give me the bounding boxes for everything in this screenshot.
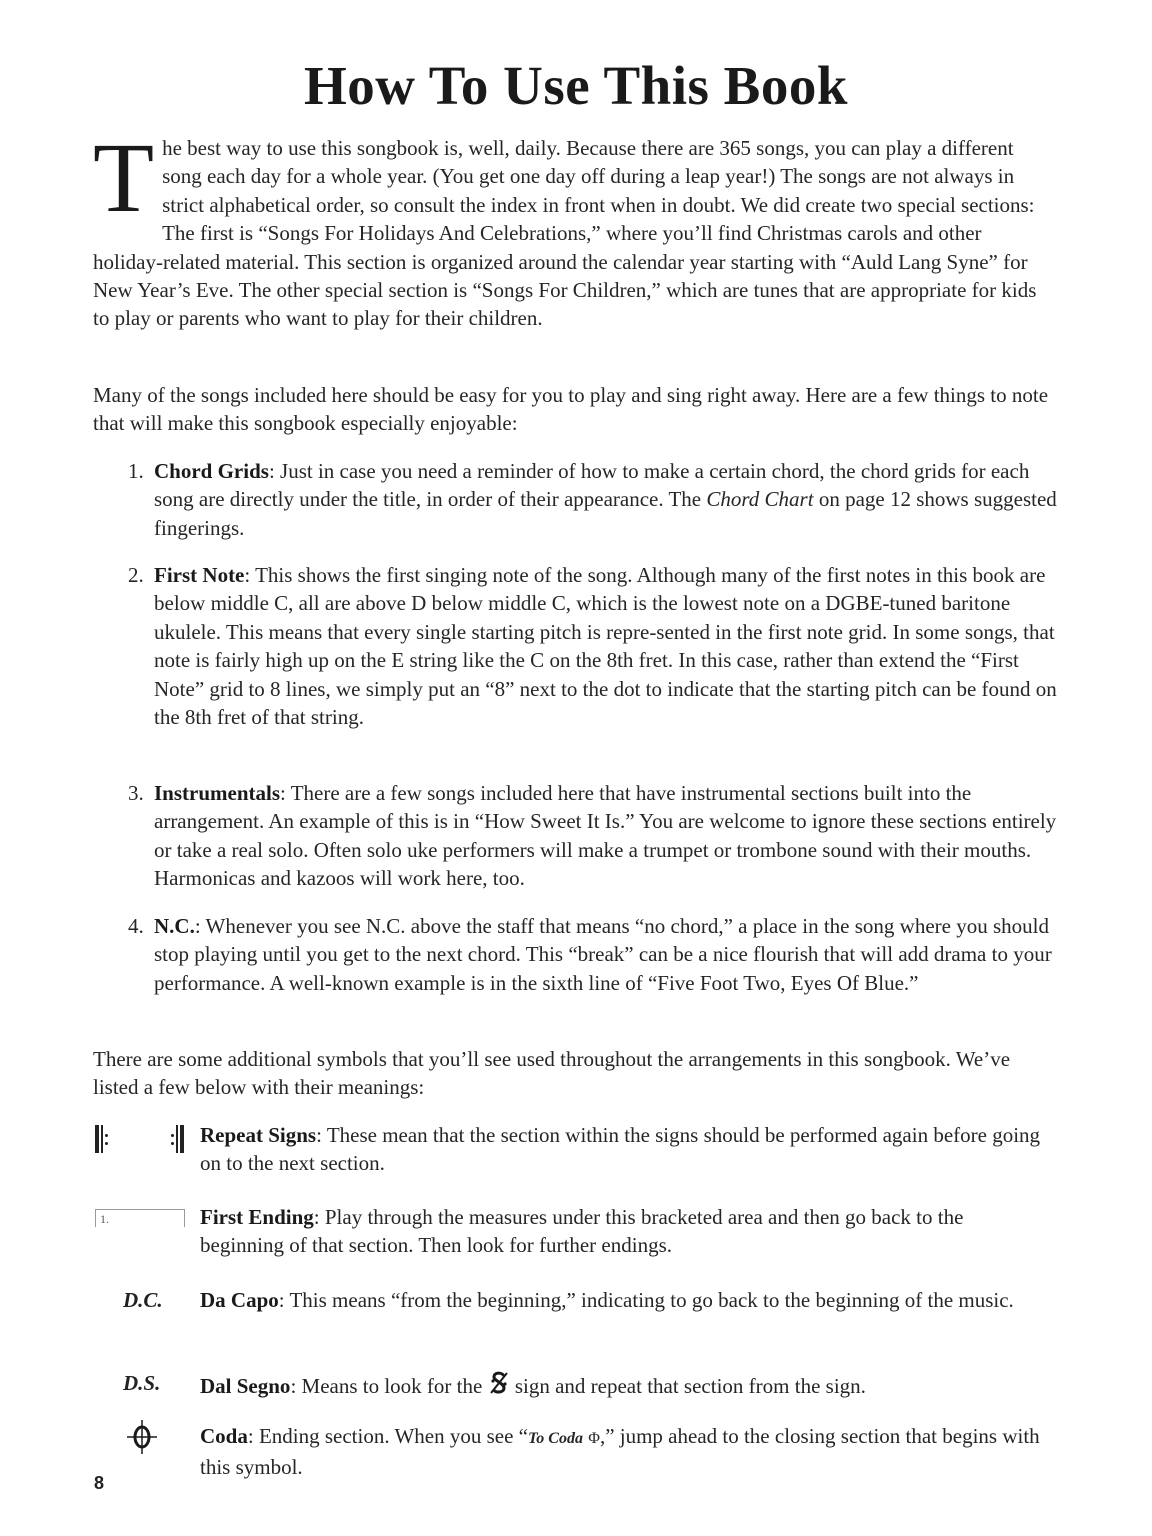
ds-label: D.S. xyxy=(123,1371,161,1395)
list-item-instrumentals xyxy=(128,779,1058,893)
symbol-term: First Ending xyxy=(200,1205,314,1229)
symbol-term: Coda xyxy=(200,1424,248,1448)
list-item-nc xyxy=(128,912,1058,997)
list-text: : There are a few songs included here that have instrumental sections built into the arrangement. An example of this is in “How Sweet It Is.” You are welcome to ignore these sections entirely or take a real solo. Often solo uke performers will make a trumpet or trombone sound with their mouths. Harmonicas and kazoos will work here, too. xyxy=(154,781,1057,891)
symbol-text: : Means to look for the xyxy=(290,1374,488,1398)
list-term: Chord Grids xyxy=(154,459,269,483)
list-number: 2. xyxy=(128,563,144,587)
list-term: First Note xyxy=(154,563,245,587)
drop-cap: T xyxy=(93,122,155,233)
dc-label: D.C. xyxy=(123,1288,163,1312)
list-text: : Just in case you need a reminder of how to make a certain chord, the chord grids for each song are directly under the title, in order of their appearance. The xyxy=(154,459,1030,512)
list-italic: Chord Chart xyxy=(706,487,814,512)
to-coda-text: To Coda xyxy=(528,1430,583,1447)
symbol-term: Dal Segno xyxy=(200,1374,291,1398)
symbol-term: Repeat Signs xyxy=(200,1123,317,1147)
paragraph-3: There are some additional symbols that you’ll see used throughout the arrangements in this songbook. We’ve listed a few below with their meanings: xyxy=(93,1047,1011,1100)
list-text-after: on page 12 shows suggested fingerings. xyxy=(154,487,1057,540)
list-term: N.C. xyxy=(154,914,195,938)
segno-icon xyxy=(488,1371,510,1397)
coda-icon xyxy=(126,1418,158,1463)
symbol-text-after: sign and repeat that section from the sign. xyxy=(509,1374,866,1398)
list-number: 3. xyxy=(128,781,144,805)
intro-text: he best way to use this songbook is, well, daily. Because there are 365 songs, you can play a different song each day for a whole year. (You get one day off during a leap year!) The songs are not always in strict alphabetical order, so consult the index in front when in doubt. We did create two special sections: The first is “Songs For Holidays And Celebrations,” where you’ll find Christmas carols and other holiday-related material. This section is organized around the calendar year starting with “Auld Lang Syne” for New Year’s Eve. The other special section is “Songs For Children,” which are tunes that are appropriate for kids to play or parents who want to play for their children. xyxy=(93,136,1037,331)
symbol-text: : Play through the measures under this bracketed area and then go back to the beginning of that section. Then look for further endings. xyxy=(200,1205,964,1258)
list-text: : This shows the first singing note of the song. Although many of the first notes in this book are below middle C, all are above D below middle C, which is the lowest note on a DGBE-tuned baritone ukulele. This means that every single starting pitch is repre-sented in the first note grid. In some songs, that note is fairly high up on the E string like the C on the 8th fret. In this case, rather than extend the “First Note” grid to 8 lines, we simply put an “8” next to the dot to indicate that the starting pitch can be found on the 8th fret of that string. xyxy=(154,563,1057,730)
list-term: Instrumentals xyxy=(154,781,281,805)
repeat-open-icon xyxy=(95,1125,109,1153)
small-coda-icon: Φ xyxy=(588,1430,600,1447)
symbol-text: : These mean that the section within the signs should be performed again before going on to the next section. xyxy=(200,1123,1041,1176)
list-item-chord-grids xyxy=(128,457,1058,542)
symbol-term: Da Capo xyxy=(200,1288,279,1312)
symbol-text-after: ,” jump ahead to the closing section that begins with this symbol. xyxy=(200,1424,1040,1480)
list-item-first-note xyxy=(128,561,1058,731)
intro-paragraph xyxy=(93,122,1053,333)
list-number: 1. xyxy=(128,459,144,483)
page-title: How To Use This Book xyxy=(304,55,848,116)
symbol-text: : This means “from the beginning,” indicating to go back to the beginning of the music. xyxy=(278,1288,1014,1312)
repeat-close-icon xyxy=(171,1125,185,1153)
page-number: 8 xyxy=(94,1473,105,1493)
list-number: 4. xyxy=(128,914,144,938)
first-ending-bracket-icon: 1. xyxy=(95,1209,185,1227)
paragraph-2: Many of the songs included here should be easy for you to play and sing right away. Here are a few things to note that will make this songbook especially enjoyable: xyxy=(93,383,1049,436)
symbol-text: : Ending section. When you see “ xyxy=(247,1424,528,1448)
list-text: : Whenever you see N.C. above the staff that means “no chord,” a place in the song where you should stop playing until you get to the next chord. This “break” can be a nice flourish that will add drama to your performance. A well-known example is in the sixth line of “Five Foot Two, Eyes Of Blue.” xyxy=(154,914,1052,995)
